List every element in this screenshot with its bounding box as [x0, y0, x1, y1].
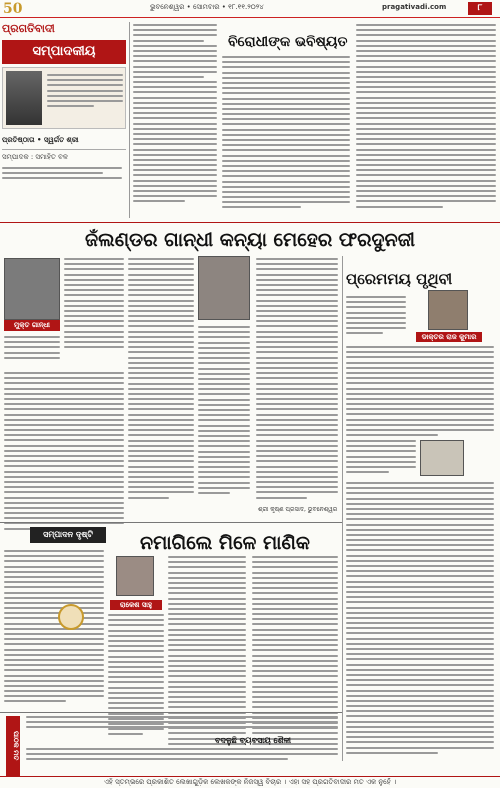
editorial-col-1 [133, 24, 217, 206]
letters-side-tab: ପାଠକ ମତ [6, 716, 20, 776]
right-column-title: ପ୍ରେମମୟ ପୃଥିବୀ [346, 270, 453, 288]
lead-signature: ଶ୍ରୀ କୃଷ୍ଣ ପ୍ରସାଦ, ଭୁବନେଶ୍ୱର [258, 506, 338, 513]
bottom-section-label: ସମ୍ପାଦନ ଦୃଷ୍ଟି [30, 527, 106, 543]
bottom-headline: ନମାଗିଲେ ମିଳେ ମାଣିକ [140, 532, 310, 554]
author-name: ଡାକ୍ତର ରାଜ କୁମାର [416, 332, 482, 342]
emblem-icon [58, 604, 84, 630]
lead-col-3 [198, 326, 250, 497]
right-quote [346, 440, 416, 476]
editorial-col-2 [222, 56, 350, 212]
lead-portrait [198, 256, 250, 320]
website-link[interactable]: pragativadi.com [382, 3, 447, 11]
masthead [2, 22, 126, 183]
lead-col-1 [64, 258, 124, 351]
lead-col-4 [256, 258, 338, 502]
gandhi-photo [6, 71, 42, 125]
lead-photo-text [4, 336, 60, 362]
masthead-contact [2, 167, 122, 179]
right-illustration [420, 440, 464, 476]
editor-line: ସମ୍ପାଦକ : ସମାହିତ ବଳ [2, 153, 68, 161]
letters-title: ବଦଳୁଛି ବ୍ୟବସାୟ ଶୈଳୀ [215, 736, 292, 745]
editorial-title: ବିରୋଧୀଙ୍କ ଭବିଷ୍ୟତ [228, 34, 348, 50]
page-header [0, 0, 500, 18]
right-intro [346, 296, 406, 338]
section-title: ସମ୍ପାଦକୀୟ [2, 40, 126, 64]
column-divider [129, 22, 130, 218]
right-column-divider [342, 256, 343, 761]
lead-col-2 [128, 258, 194, 502]
lead-photo [4, 258, 60, 320]
right-body-2 [346, 482, 494, 757]
lead-headline: ଜଁଲଣ୍ଡର ଗାନ୍ଧୀ କନ୍ୟା ମେହେର ଫରଦୁନଜୀ [85, 229, 415, 251]
page-footer: ଏହି ସ୍ତମ୍ଭରେ ପ୍ରକାଶିତ ଲେଖାଗୁଡ଼ିକ ଲେଖକଙ୍କ ନିଜସ୍ୱ ବିଚାର । ଏହା ସହ ପ୍ରଗତିବାଦୀର ମତ ଏକ ନୁହେଁ । [0, 776, 500, 787]
letters-text-2 [26, 748, 338, 764]
page-number: ୮ [468, 2, 492, 15]
editorial-col-3 [356, 24, 496, 211]
bottom-author-photo [116, 556, 154, 596]
author-photo [428, 290, 468, 330]
quote-text [47, 74, 123, 110]
founder-line: ପ୍ରତିଷ୍ଠାତା • ସ୍ୱର୍ଗତ ଶ୍ରୀ [2, 132, 126, 150]
bottom-author-name: ରାକେଶ ସାହୁ [110, 600, 162, 610]
lead-col-1b [4, 372, 124, 533]
bottom-rule [0, 522, 342, 523]
letters-rule [0, 712, 342, 713]
section-rule [0, 222, 500, 223]
anniversary-logo: 50 [3, 1, 23, 17]
bottom-col-1 [4, 550, 104, 706]
date-line: ଭୁବନେଶ୍ୱର • ସୋମବାର • ୧୮.୧୧.୨୦୨୪ [150, 3, 264, 11]
right-body-1 [346, 346, 494, 439]
letters-text-1 [26, 716, 338, 732]
brand-name: ପ୍ରଗତିବାଦୀ [2, 22, 55, 35]
quote-box [2, 67, 126, 129]
lead-photo-caption: ମୁକ୍ତ ଗାନ୍ଧୀ [4, 320, 60, 331]
